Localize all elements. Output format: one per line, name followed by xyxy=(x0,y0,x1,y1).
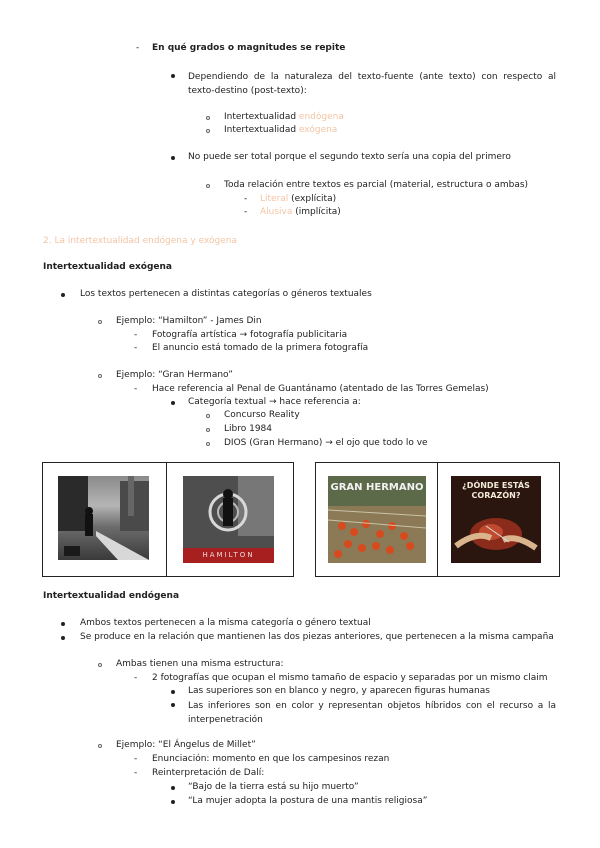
dash-marker: - xyxy=(134,754,138,764)
circle-bullet xyxy=(206,116,210,120)
bullet xyxy=(171,156,175,160)
dash-marker: - xyxy=(134,343,138,353)
endogena-highlight: endógena xyxy=(298,112,344,122)
exogena-bullet-1: Los textos pertenecen a distintas categorías o géneros textuales xyxy=(80,289,372,299)
bullet xyxy=(61,636,65,640)
circle-bullet xyxy=(206,129,210,133)
item-relacion-parcial: Toda relación entre textos es parcial (material, estructura o ambas) xyxy=(224,180,529,190)
circle-bullet xyxy=(98,320,102,324)
heading-endogena: Intertextualidad endógena xyxy=(43,591,180,601)
estructura-sub-2: Las inferiores son en color y representan objetos híbridos con el recurso a la interpenetración xyxy=(188,701,556,725)
example-hamilton: Ejemplo: “Hamilton” - James Din xyxy=(116,316,262,326)
literal-highlight: Literal xyxy=(260,194,289,204)
alusiva-highlight: Alusiva xyxy=(260,207,293,217)
circle-bullet xyxy=(206,428,210,432)
bullet xyxy=(171,703,175,707)
angelus-detail-1: Enunciación: momento en que los campesinos rezan xyxy=(152,754,390,764)
bullet xyxy=(171,800,175,804)
subheading-grados: En qué grados o magnitudes se repite xyxy=(152,43,346,53)
gh-detail-1: Hace referencia al Penal de Guantánamo (atentado de las Torres Gemelas) xyxy=(152,384,489,394)
gh-detail-2: Categoría textual → hace referencia a: xyxy=(188,397,361,407)
heading-exogena: Intertextualidad exógena xyxy=(43,262,172,272)
dali-quote-2: “La mujer adopta la postura de una mantis religiosa” xyxy=(188,796,428,806)
paragraph-naturaleza: Dependiendo de la naturaleza del texto-fuente (ante texto) con respecto al texto-destino (post-texto): xyxy=(188,72,556,96)
dash-marker: - xyxy=(134,673,138,683)
circle-bullet xyxy=(206,184,210,188)
bullet xyxy=(171,401,175,405)
dali-quote-1: “Bajo de la tierra está su hijo muerto” xyxy=(188,782,359,792)
example-angelus: Ejemplo: “El Ángelus de Millet” xyxy=(116,740,256,750)
estructura-item: Ambas tienen una misma estructura: xyxy=(116,659,284,669)
dash-marker: - xyxy=(134,768,138,778)
bullet xyxy=(171,786,175,790)
gh-ref-1: Concurso Reality xyxy=(224,410,300,420)
circle-bullet xyxy=(98,663,102,667)
hamilton-detail-1: Fotografía artística → fotografía publicitaria xyxy=(152,330,348,340)
circle-bullet xyxy=(98,374,102,378)
endogena-bullet-2: Se produce en la relación que mantienen las dos piezas anteriores, que pertenecen a la misma campaña xyxy=(80,632,554,642)
hamilton-detail-2: El anuncio está tomado de la primera fotografía xyxy=(152,343,369,353)
gh-ref-3: DIOS (Gran Hermano) → el ojo que todo lo ve xyxy=(224,438,428,448)
bullet xyxy=(61,293,65,297)
photo-hamilton-ad xyxy=(183,476,274,563)
section-link[interactable]: 2. La intertextualidad endógena y exógena xyxy=(43,236,237,246)
circle-bullet xyxy=(206,414,210,418)
bullet xyxy=(171,690,175,694)
endogena-bullet-1: Ambos textos pertenecen a la misma categoría o género textual xyxy=(80,618,371,628)
gh-title: GRAN HERMANO xyxy=(330,482,424,493)
hamilton-caption: HAMILTON xyxy=(202,551,255,559)
corazon-title: ¿DÓNDE ESTÁS CORAZÓN? xyxy=(462,481,530,500)
bullet xyxy=(171,74,175,78)
estructura-detail: 2 fotografías que ocupan el mismo tamaño de espacio y separadas por un mismo claim xyxy=(152,673,548,683)
image-table-hamilton xyxy=(42,462,294,577)
item-exogena: Intertextualidad exógena xyxy=(224,125,338,135)
item-alusiva: Alusiva (implícita) xyxy=(260,207,341,217)
image-table-granhermano xyxy=(315,462,560,577)
circle-bullet xyxy=(98,744,102,748)
dash-marker: - xyxy=(244,194,248,204)
circle-bullet xyxy=(206,442,210,446)
photo-gran-hermano xyxy=(328,476,426,563)
example-gran-hermano: Ejemplo: “Gran Hermano” xyxy=(116,370,233,380)
photo-donde-estas-corazon xyxy=(451,476,541,563)
exogena-highlight: exógena xyxy=(298,125,338,135)
paragraph-no-total: No puede ser total porque el segundo texto sería una copia del primero xyxy=(188,152,511,162)
item-endogena: Intertextualidad endógena xyxy=(224,112,344,122)
dash-marker: - xyxy=(244,207,248,217)
dash-marker: - xyxy=(136,43,140,53)
estructura-sub-1: Las superiores son en blanco y negro, y aparecen figuras humanas xyxy=(188,686,490,696)
dash-marker: - xyxy=(134,330,138,340)
photo-street-bw xyxy=(58,476,149,560)
angelus-detail-2: Reinterpretación de Dalí: xyxy=(152,768,265,778)
bullet xyxy=(61,622,65,626)
dash-marker: - xyxy=(134,384,138,394)
gh-ref-2: Libro 1984 xyxy=(224,424,273,434)
item-literal: Literal (explícita) xyxy=(260,194,337,204)
